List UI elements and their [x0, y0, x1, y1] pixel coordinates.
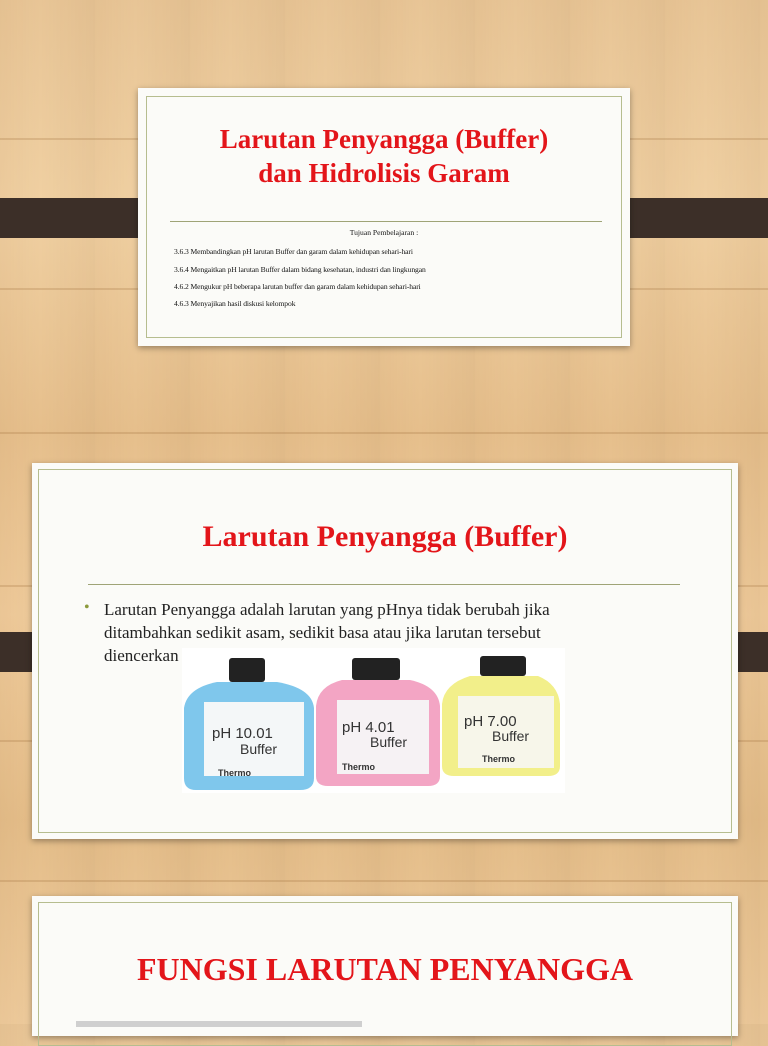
- objective-item: 4.6.2 Mengukur pH beberapa larutan buffer dan garam dalam kehidupan sehari-hari: [174, 282, 421, 291]
- partial-content: [76, 1021, 362, 1027]
- objective-item: 3.6.4 Mengaitkan pH larutan Buffer dalam bidang kesehatan, industri dan lingkungan: [174, 265, 426, 274]
- bullet-line: ditambahkan sedikit asam, sedikit basa atau jika larutan tersebut: [104, 623, 541, 642]
- bottle-brand: Thermo: [342, 762, 376, 772]
- buffer-bottles-image: [182, 648, 565, 793]
- bottle-pink: [316, 658, 440, 786]
- decor-bar-right-1: [612, 198, 768, 238]
- bottle-label: Buffer: [240, 741, 278, 757]
- slide-2-title: Larutan Penyangga (Buffer): [202, 520, 568, 553]
- slide-1[interactable]: [138, 88, 630, 346]
- slide-3[interactable]: [32, 896, 738, 1036]
- bottle-label: Buffer: [492, 728, 530, 744]
- bottles-illustration: [182, 648, 565, 793]
- title-line-2: dan Hidrolisis Garam: [258, 158, 510, 188]
- title-divider: [88, 584, 680, 585]
- bullet-line: Larutan Penyangga adalah larutan yang pHnya tidak berubah jika: [104, 600, 550, 619]
- bullet-icon: •: [84, 599, 90, 616]
- plank-seam: [0, 432, 768, 434]
- decor-bar-left-1: [0, 198, 155, 238]
- objectives-heading: Tujuan Pembelajaran :: [349, 228, 419, 237]
- title-line-1: Larutan Penyangga (Buffer): [219, 124, 549, 154]
- slide-3-title: FUNGSI LARUTAN PENYANGGA: [136, 951, 634, 987]
- bottle-label: Buffer: [370, 734, 408, 750]
- bottle-brand: Thermo: [218, 768, 252, 778]
- bottle-yellow: [442, 656, 560, 776]
- slide-1-title: [138, 122, 630, 190]
- bottle-blue: [184, 658, 314, 790]
- bottle-brand: Thermo: [482, 754, 516, 764]
- objective-item: 3.6.3 Membandingkan pH larutan Buffer dan garam dalam kehidupan sehari-hari: [174, 247, 413, 256]
- plank-seam: [0, 880, 768, 882]
- objective-item: 4.6.3 Menyajikan hasil diskusi kelompok: [174, 299, 296, 308]
- bullet-line: diencerkan: [104, 646, 179, 665]
- bottle-ph: pH 7.00: [464, 713, 517, 730]
- bottle-ph: pH 4.01: [342, 719, 395, 736]
- title-divider: [170, 221, 602, 222]
- bottle-ph: pH 10.01: [212, 725, 273, 742]
